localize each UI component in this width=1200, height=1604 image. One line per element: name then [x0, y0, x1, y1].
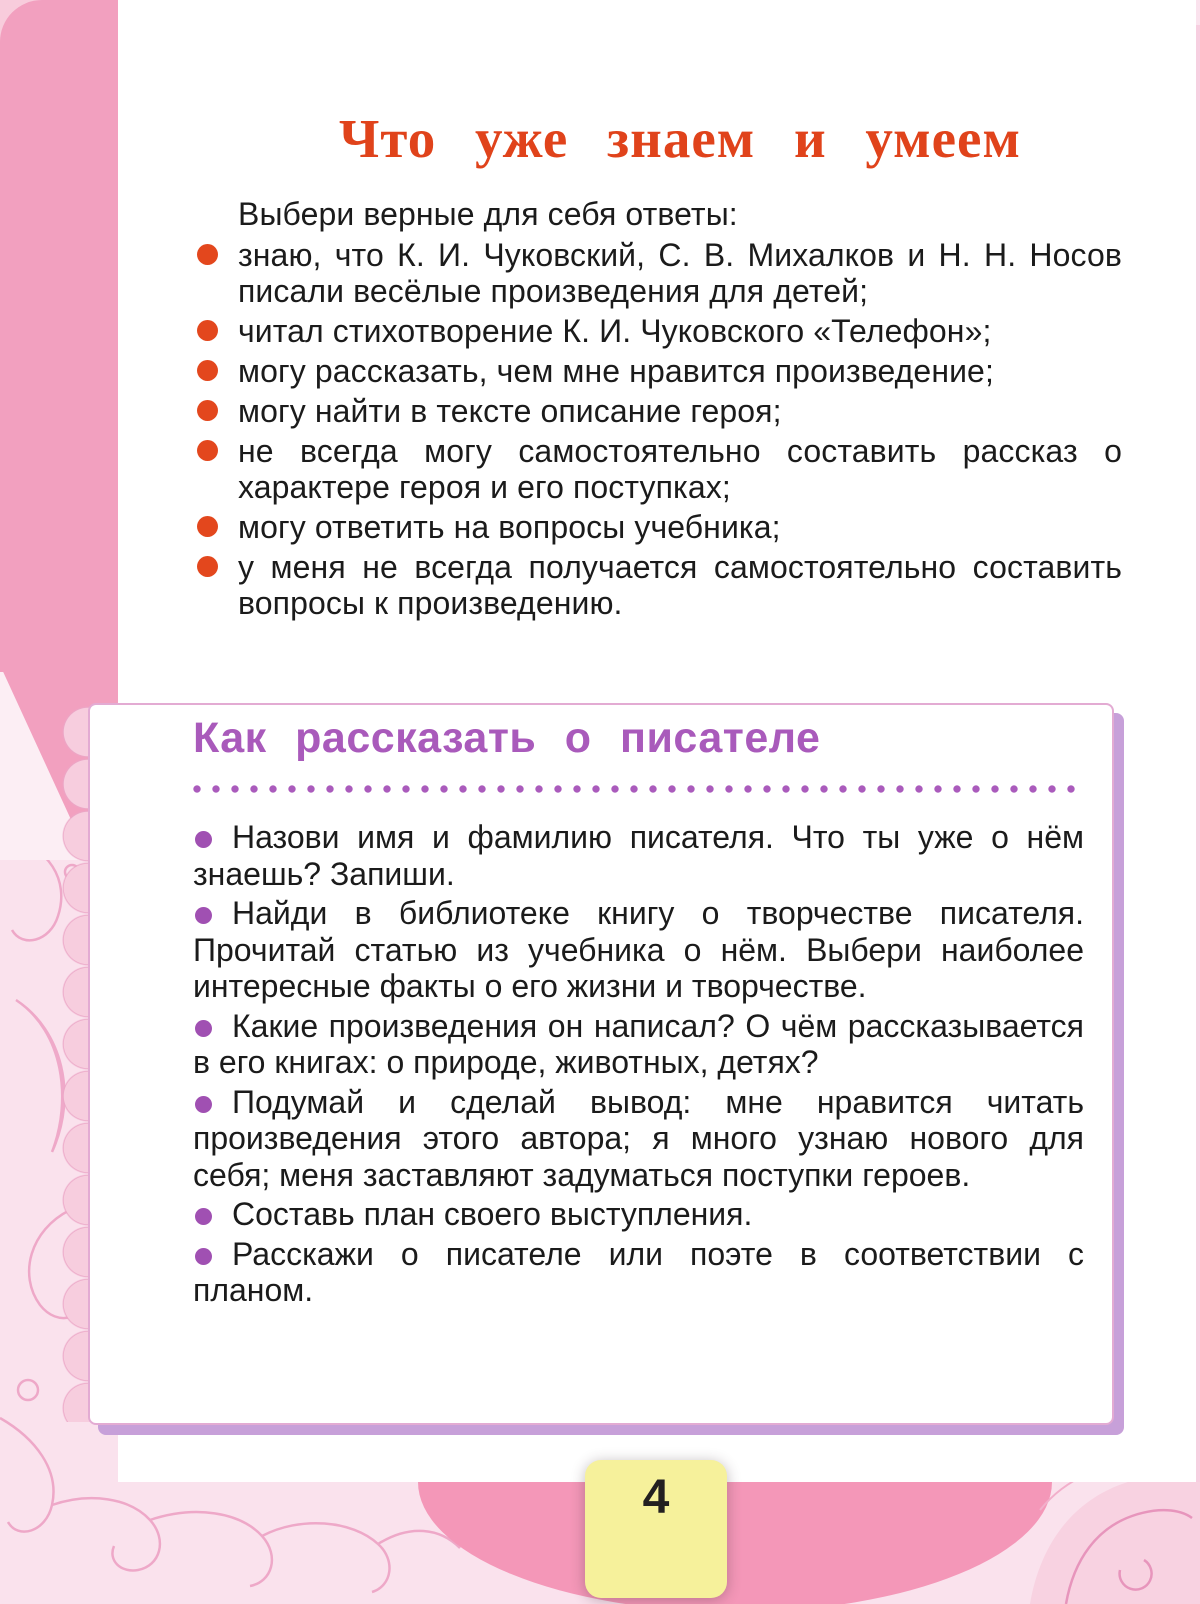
page-number-tab	[585, 1460, 727, 1598]
guide-text: Найди в библиотеке книгу о творчестве писателя. Прочитай статью из учебника о нём. Выбери наиболее интересные факты о его жизни и творчестве.	[193, 895, 1084, 1004]
answer-item	[238, 549, 1122, 621]
top-section	[118, 0, 1196, 621]
page-number: 4	[642, 1471, 670, 1524]
guide-item	[193, 1196, 1084, 1233]
orange-bullet-icon	[197, 440, 218, 461]
orange-bullet-icon	[197, 516, 218, 537]
dotted-divider-icon	[193, 785, 1084, 793]
orange-bullet-icon	[197, 244, 218, 265]
orange-bullet-icon	[197, 320, 218, 341]
answer-item	[238, 509, 1122, 545]
how-to-box	[88, 703, 1114, 1425]
answer-text: у меня не всегда получается самостоятельно составить вопросы к произведению.	[238, 549, 1122, 621]
purple-bullet-icon	[195, 831, 212, 848]
guide-list	[193, 819, 1084, 1309]
purple-bullet-icon	[195, 1096, 212, 1113]
guide-item	[193, 819, 1084, 892]
guide-item	[193, 1008, 1084, 1081]
answers-list	[238, 237, 1122, 621]
purple-bullet-icon	[195, 907, 212, 924]
intro-text: Выбери верные для себя ответы:	[238, 196, 738, 232]
orange-bullet-icon	[197, 360, 218, 381]
answer-text: знаю, что К. И. Чуковский, С. В. Михалков и Н. Н. Носов писали весёлые произведения для детей;	[238, 237, 1122, 309]
orange-bullet-icon	[197, 556, 218, 577]
guide-text: Подумай и сделай вывод: мне нравится читать произведения этого автора; я много узнаю нового для себя; меня заставляют задуматься поступки героев.	[193, 1083, 1084, 1193]
answer-text: не всегда могу самостоятельно составить рассказ о характере героя и его поступках;	[238, 433, 1122, 505]
answer-text: могу рассказать, чем мне нравится произведение;	[238, 353, 994, 389]
answer-item	[238, 313, 1122, 349]
answer-item	[238, 393, 1122, 429]
guide-item	[193, 1236, 1084, 1309]
box-heading: Как рассказать о писателе	[193, 714, 821, 762]
answer-item	[238, 433, 1122, 505]
guide-text: Расскажи о писателе или поэте в соответствии с планом.	[193, 1235, 1084, 1308]
purple-bullet-icon	[195, 1208, 212, 1225]
guide-item	[193, 1084, 1084, 1194]
answer-text: читал стихотворение К. И. Чуковского «Телефон»;	[238, 313, 992, 349]
answer-item	[238, 353, 1122, 389]
guide-item	[193, 895, 1084, 1005]
page-title: Что уже знаем и умеем	[339, 108, 1021, 169]
left-pink-band	[0, 0, 118, 672]
answer-text: могу найти в тексте описание героя;	[238, 393, 782, 429]
purple-bullet-icon	[195, 1020, 212, 1037]
purple-bullet-icon	[195, 1248, 212, 1265]
guide-text: Какие произведения он написал? О чём рассказывается в его книгах: о природе, животных, детях?	[193, 1007, 1084, 1080]
right-edge-strip	[1196, 25, 1200, 1482]
guide-text: Составь план своего выступления.	[232, 1196, 753, 1232]
answer-item	[238, 237, 1122, 309]
orange-bullet-icon	[197, 400, 218, 421]
guide-text: Назови имя и фамилию писателя. Что ты уже о нём знаешь? Запиши.	[193, 819, 1084, 892]
answer-text: могу ответить на вопросы учебника;	[238, 509, 781, 545]
